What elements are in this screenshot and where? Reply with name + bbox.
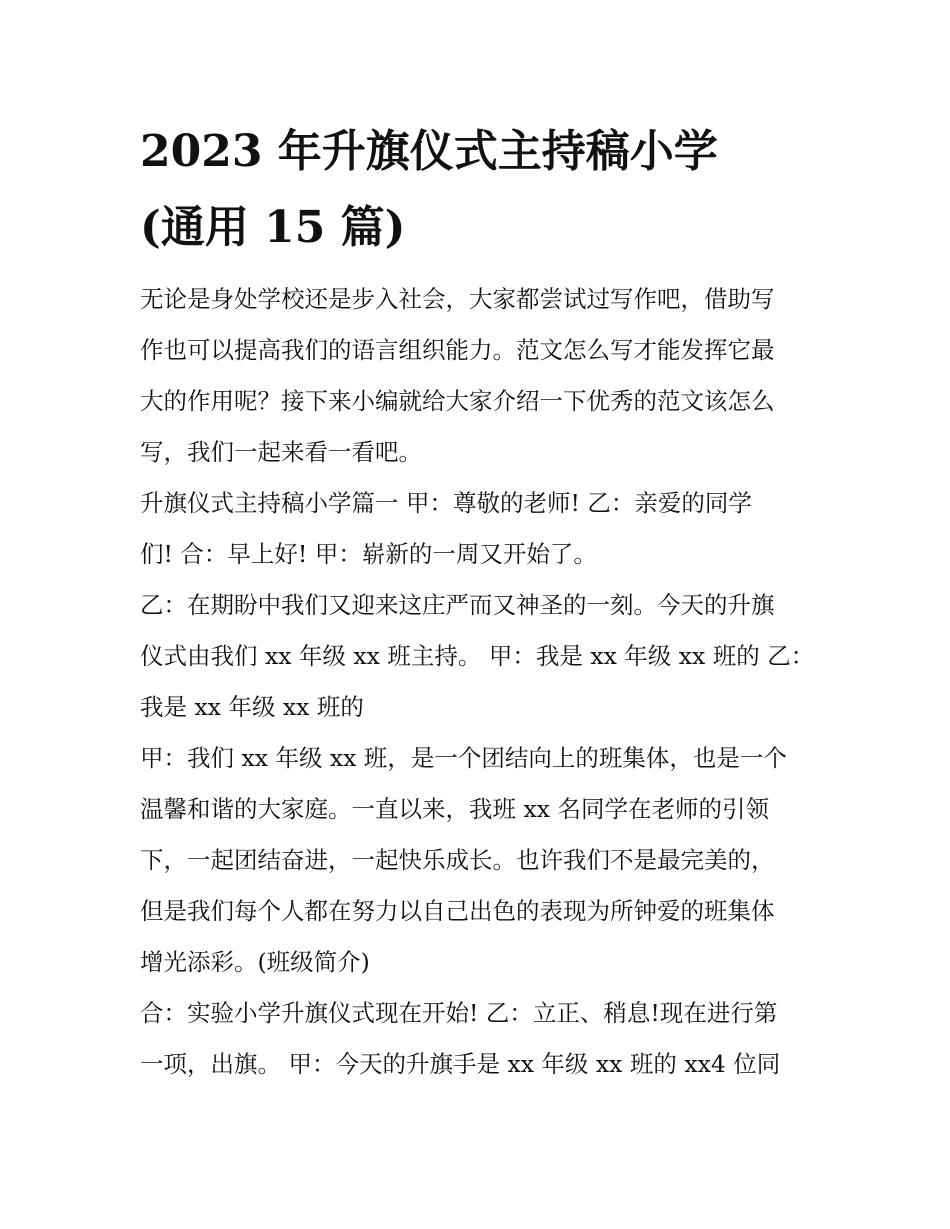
title-line-1: 2023 年升旗仪式主持稿小学	[140, 126, 718, 177]
body-line: 写，我们一起来看一看吧。	[140, 438, 422, 466]
body-line: 乙：在期盼中我们又迎来这庄严而又神圣的一刻。今天的升旗	[140, 591, 775, 619]
body-line: 一项，出旗。 甲：今天的升旗手是 xx 年级 xx 班的 xx4 位同	[140, 1050, 781, 1078]
body-line: 增光添彩。(班级简介)	[140, 948, 370, 976]
document-title	[140, 114, 820, 266]
body-line: 但是我们每个人都在努力以自己出色的表现为所钟爱的班集体	[140, 897, 775, 925]
body-line: 甲：我们 xx 年级 xx 班，是一个团结向上的班集体，也是一个	[140, 744, 787, 772]
document-body	[140, 274, 820, 1090]
body-line: 升旗仪式主持稿小学篇一 甲：尊敬的老师! 乙：亲爱的同学	[140, 489, 752, 517]
body-line: 们! 合：早上好! 甲：崭新的一周又开始了。	[140, 540, 597, 568]
body-line: 我是 xx 年级 xx 班的	[140, 693, 364, 721]
body-line: 大的作用呢？接下来小编就给大家介绍一下优秀的范文该怎么	[140, 387, 775, 415]
body-line: 仪式由我们 xx 年级 xx 班主持。 甲：我是 xx 年级 xx 班的 乙：	[140, 642, 815, 670]
body-line: 合：实验小学升旗仪式现在开始! 乙：立正、稍息!现在进行第	[140, 999, 778, 1027]
body-line: 温馨和谐的大家庭。一直以来，我班 xx 名同学在老师的引领	[140, 795, 769, 823]
body-line: 无论是身处学校还是步入社会，大家都尝试过写作吧，借助写	[140, 285, 775, 313]
title-line-2: (通用 15 篇)	[140, 202, 406, 253]
body-line: 下，一起团结奋进，一起快乐成长。也许我们不是最完美的，	[140, 846, 775, 874]
body-line: 作也可以提高我们的语言组织能力。范文怎么写才能发挥它最	[140, 336, 775, 364]
